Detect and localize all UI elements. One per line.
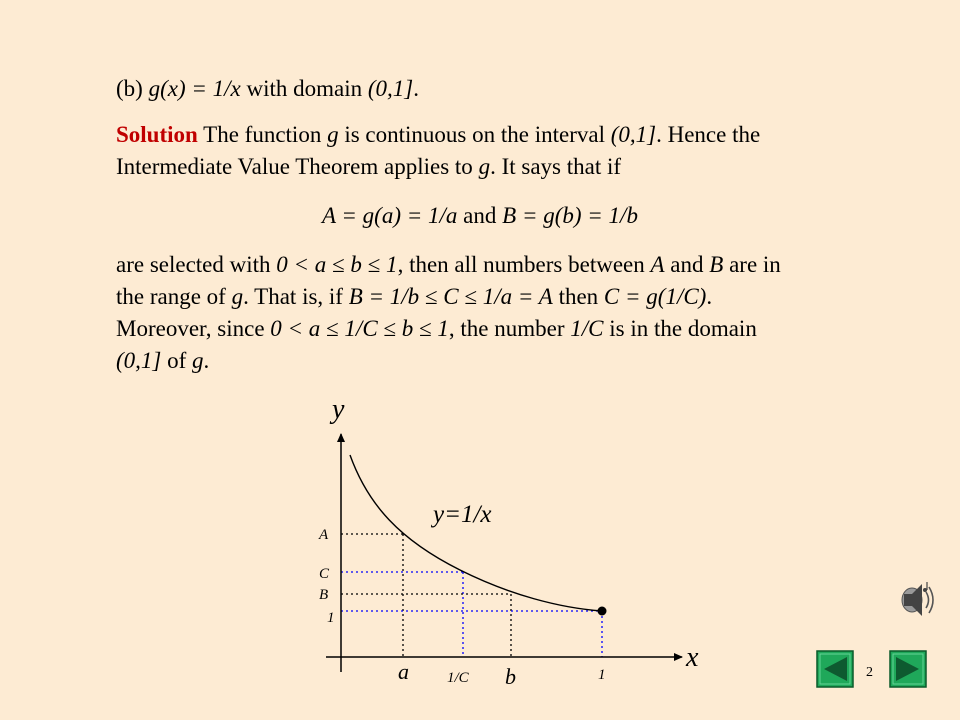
text-run: g: [231, 284, 244, 309]
prev-slide-button[interactable]: [817, 651, 853, 687]
text-run: B = 1/b ≤ C ≤ 1/a = A: [348, 284, 553, 309]
curve-y-equals-1-over-x: [350, 455, 602, 611]
problem-end: .: [413, 76, 419, 101]
text-run: A: [650, 252, 665, 277]
text-run: 0 < a ≤ 1/C ≤ b ≤ 1: [270, 316, 449, 341]
problem-function: g(x) = 1/x: [148, 76, 241, 101]
text-run: Intermediate Value Theorem applies to: [116, 154, 479, 179]
text-run: The function: [197, 122, 328, 147]
curve-label: y=1/x: [433, 501, 492, 528]
y-tick-C: C: [319, 566, 330, 582]
page-number: 2: [866, 665, 873, 680]
text-run: .: [203, 348, 210, 373]
text-run: . That is, if: [243, 284, 349, 309]
next-slide-button[interactable]: [890, 651, 926, 687]
text-run: are selected with: [116, 252, 277, 277]
speaker-icon[interactable]: [902, 582, 933, 616]
y-tick-B: B: [319, 587, 329, 603]
y-tick-A: A: [319, 527, 329, 543]
text-run: then: [552, 284, 604, 309]
text-run: are in: [723, 252, 781, 277]
text-run: is in the domain: [603, 316, 757, 341]
text-run: g: [478, 154, 491, 179]
solution-label: Solution: [116, 122, 198, 147]
text-run: .: [706, 284, 713, 309]
equation-a: A = g(a) = 1/a: [322, 203, 458, 228]
text-run: , the number: [448, 316, 571, 341]
text-run: and: [664, 252, 710, 277]
text-run: 0 < a ≤ b ≤ 1: [276, 252, 398, 277]
y-axis-label: y: [332, 394, 345, 425]
text-run: B: [709, 252, 724, 277]
y-tick-1: 1: [327, 610, 335, 626]
text-run: (0,1]: [610, 122, 657, 147]
x-tick-1: 1: [598, 667, 606, 683]
text-run: . Hence the: [656, 122, 761, 147]
text-run: C = g(1/C): [603, 284, 707, 309]
equation-b: B = g(b) = 1/b: [502, 203, 638, 228]
x-tick-1C: 1/C: [447, 670, 469, 686]
endpoint-dot: [598, 607, 607, 616]
text-run: , then all numbers between: [397, 252, 651, 277]
text-run: Moreover, since: [116, 316, 271, 341]
text-run: the range of: [116, 284, 232, 309]
problem-domain: (0,1]: [367, 76, 414, 101]
x-tick-b: b: [505, 664, 516, 689]
problem-mid: with domain: [240, 76, 368, 101]
text-run: . It says that if: [490, 154, 622, 179]
x-tick-a: a: [398, 659, 409, 684]
text-run: and: [457, 203, 503, 228]
text-run: 1/C: [570, 316, 604, 341]
text-run: g: [192, 348, 204, 373]
text-run: g: [327, 122, 339, 147]
x-axis-label: x: [686, 642, 699, 673]
text-run: is continuous on the interval: [338, 122, 611, 147]
text-run: (0,1]: [116, 348, 162, 373]
problem-prefix: (b): [116, 76, 149, 101]
text-run: of: [161, 348, 193, 373]
